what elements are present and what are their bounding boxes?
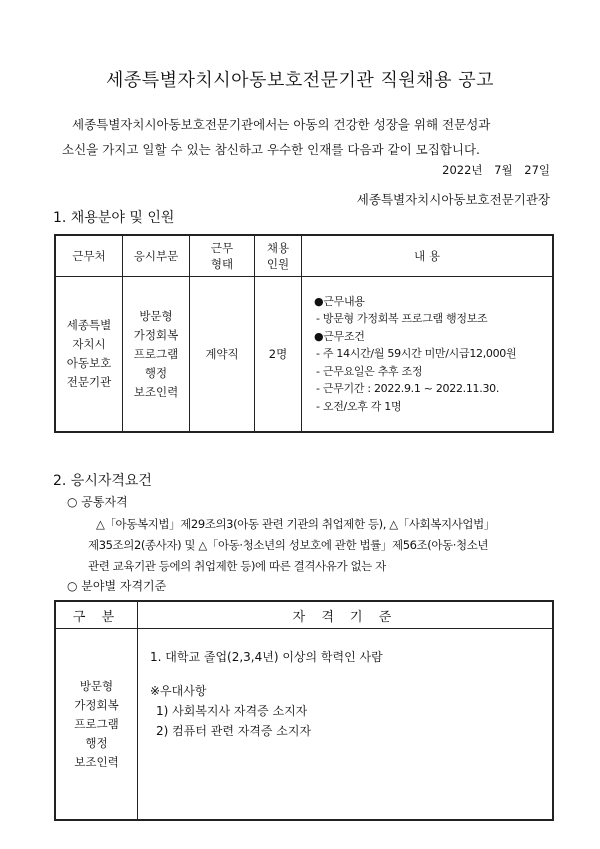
table-row <box>55 629 553 821</box>
division-cell: 방문형 가정회복 프로그램 행정 보조인력 <box>123 277 190 433</box>
workplace-cell: 세종특별 자치시 아동보호 전문기관 <box>55 277 123 433</box>
section-heading: 1. 채용분야 및 인원 <box>53 210 175 226</box>
header-cell: 내 용 <box>302 235 554 277</box>
common-qualification-text <box>88 514 564 577</box>
section-heading: 2. 응시자격요건 <box>53 473 152 489</box>
notice-date: 2022년 7월 27일 <box>442 163 550 177</box>
intro-line: 소신을 가지고 일할 수 있는 참신하고 우수한 인재를 다음과 같이 모집합니다. <box>62 142 481 157</box>
criteria-line: 1) 사회복지사 자격증 소지자 <box>156 704 308 718</box>
qualification-line: 관련 교육기관 등에의 취업제한 등)에 따른 결격사유가 없는 자 <box>88 559 386 573</box>
field-qualification-label: ○ 분야별 자격기준 <box>67 579 167 593</box>
content-line: - 근무요일은 추후 조정 <box>316 364 423 378</box>
common-qualification-label: ○ 공통자격 <box>67 495 128 509</box>
criteria-line: 2) 컴퓨터 관련 자격증 소지자 <box>156 724 312 738</box>
qualification-line: △「아동복지법」제29조의3(아동 관련 기관의 취업제한 등), △「사회복지사업법」 <box>96 517 495 531</box>
content-line: ●근무조건 <box>314 329 365 343</box>
page-title: 세종특별자치시아동보호전문기관 직원채용 공고 <box>105 70 495 91</box>
table-row <box>55 277 553 433</box>
criteria-cell <box>138 629 554 821</box>
recruitment-table <box>54 234 554 433</box>
qualification-line: 제35조의2(종사자) 및 △「아동·청소년의 성보호에 관한 법률」제56조(아동·청소년 <box>88 538 489 552</box>
content-line: - 주 14시간/월 59시간 미만/시급12,000원 <box>316 347 517 361</box>
criteria-line: ※우대사항 <box>150 684 207 698</box>
content-line: - 방문형 가정회복 프로그램 행정보조 <box>316 312 488 326</box>
table-header-row <box>55 601 553 629</box>
content-line: - 오전/오후 각 1명 <box>316 399 402 413</box>
employment-type-cell: 계약직 <box>190 277 255 433</box>
table-header-row <box>55 235 553 277</box>
header-cell: 자 격 기 준 <box>138 601 554 629</box>
criteria-line: 1. 대학교 졸업(2,3,4년) 이상의 학력인 사람 <box>150 650 383 664</box>
content-cell <box>302 277 554 433</box>
content-line: ●근무내용 <box>314 294 365 308</box>
header-cell: 구 분 <box>55 601 138 629</box>
header-cell: 근무처 <box>55 235 123 277</box>
issuer-name: 세종특별자치시아동보호전문기관장 <box>356 192 550 207</box>
header-cell: 채용 인원 <box>255 235 302 277</box>
headcount-cell: 2명 <box>255 277 302 433</box>
qualification-table <box>54 600 554 821</box>
header-cell: 응시부문 <box>123 235 190 277</box>
intro-line: 세종특별자치시아동보호전문기관에서는 아동의 건강한 성장을 위해 전문성과 <box>72 117 491 132</box>
category-cell: 방문형 가정회복 프로그램 행정 보조인력 <box>55 629 138 821</box>
header-cell: 근무 형태 <box>190 235 255 277</box>
content-line: - 근무기간 : 2022.9.1 ~ 2022.11.30. <box>316 382 500 396</box>
intro-paragraph <box>62 112 562 162</box>
